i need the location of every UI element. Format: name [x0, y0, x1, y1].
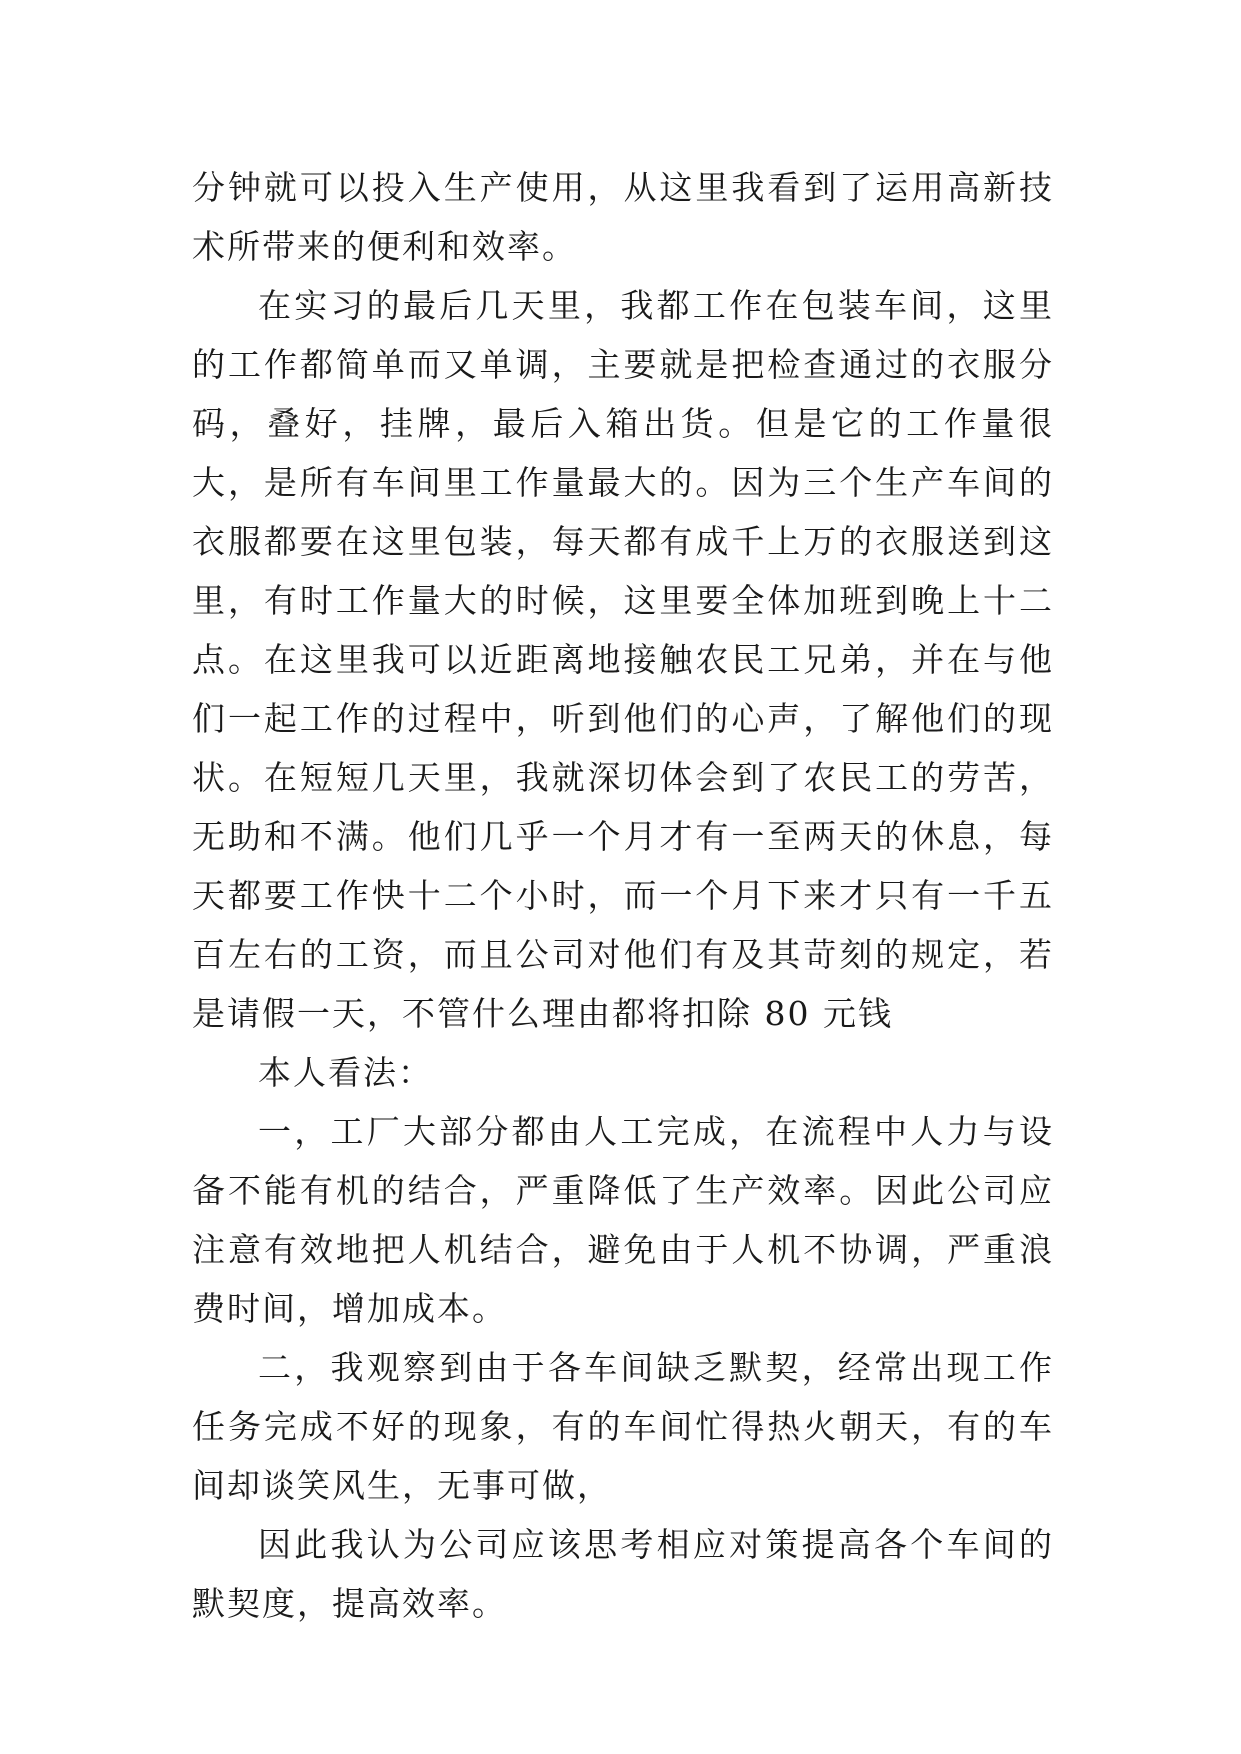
paragraph-1: 分钟就可以投入生产使用，从这里我看到了运用高新技术所带来的便利和效率。 [192, 168, 1054, 266]
paragraph-4: 一，工厂大部分都由人工完成，在流程中人力与设备不能有机的结合，严重降低了生产效率。因此公司应注意有效地把人机结合，避免由于人机不协调，严重浪费时间，增加成本。 [192, 1112, 1054, 1328]
paragraph-3: 本人看法： [258, 1053, 433, 1092]
paragraph-5: 二，我观察到由于各车间缺乏默契，经常出现工作任务完成不好的现象，有的车间忙得热火朝天，有的车间却谈笑风生，无事可做， [192, 1348, 1054, 1505]
document-body [192, 158, 1054, 1633]
paragraph-6: 因此我认为公司应该思考相应对策提高各个车间的默契度，提高效率。 [192, 1525, 1054, 1623]
paragraph-2: 在实习的最后几天里，我都工作在包装车间，这里的工作都简单而又单调，主要就是把检查通过的衣服分码，叠好，挂牌，最后入箱出货。但是它的工作量很大，是所有车间里工作量最大的。因为三个生产车间的衣服都要在这里包装，每天都有成千上万的衣服送到这里，有时工作量大的时候，这里要全体加班到晚上十二点。在这里我可以近距离地接触农民工兄弟，并在与他们一起工作的过程中，听到他们的心声，了解他们的现状。在短短几天里，我就深切体会到了农民工的劳苦，无助和不满。他们几乎一个月才有一至两天的休息，每天都要工作快十二个小时，而一个月下来才只有一千五百左右的工资，而且公司对他们有及其苛刻的规定，若是请假一天，不管什么理由都将扣除 80 元钱 [192, 286, 1054, 1033]
